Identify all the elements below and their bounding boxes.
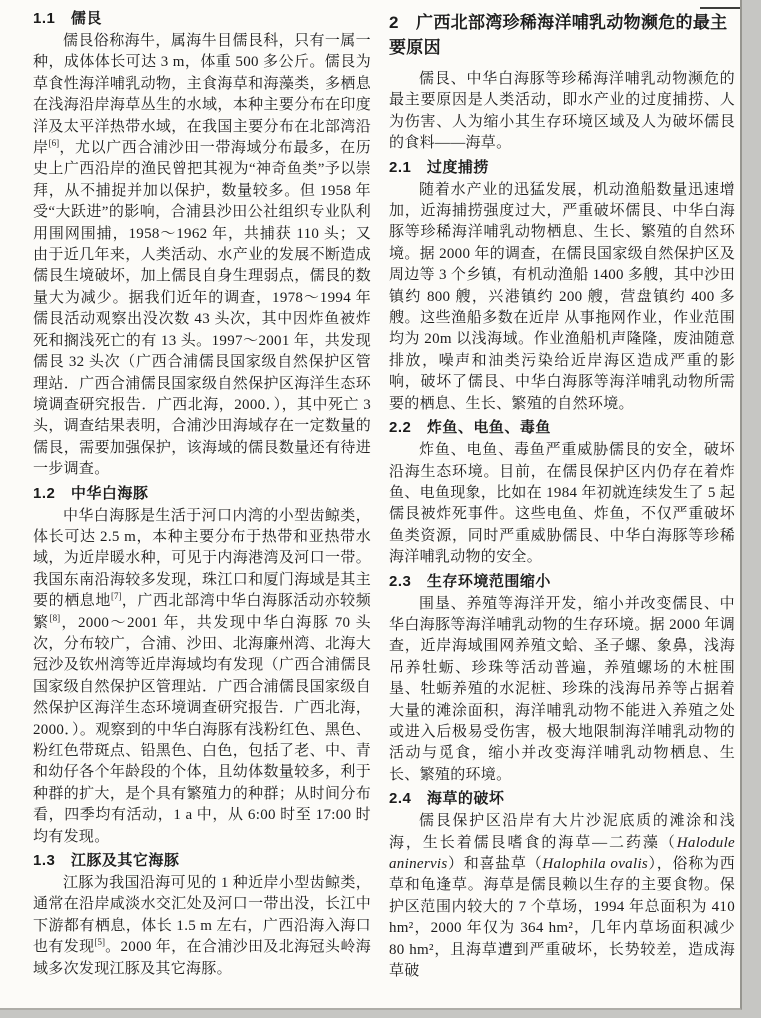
paragraph: 儒艮、中华白海豚等珍稀海洋哺乳动物濒危的最主要原因是人类活动，即水产业的过度捕捞、人为伤害、人为缩小其生存环境区域及人为破坏儒艮的食料——海草。 — [389, 71, 735, 152]
citation-ref: [6] — [48, 138, 60, 149]
left-column — [33, 6, 371, 980]
right-column — [389, 10, 735, 982]
section-heading: 2.3 生存环境范围缩小 — [389, 572, 551, 590]
section-heading: 2 广西北部湾珍稀海洋哺乳动物濒危的最主要原因 — [389, 13, 728, 57]
paragraph: 随着水产业的迅猛发展，机动渔船数量迅速增加，近海捕捞强度过大，严重破坏儒艮、中华白海豚等珍稀海洋哺乳动物栖息、生长、繁殖的自然环境。据 2000 年的调查，在儒艮国家级自然保护区及周边等 3 个乡镇，有机动渔船 1400 多艘，其中沙田镇约 800 艘，兴港镇约 200 艘，营盘镇约 400 多艘。这些渔船多数在近岸 从事拖网作业，作业范围均为 20m 以浅海域。作业渔船机声隆隆，废油随意排放，噪声和油类污染给近岸海区造成严重的影响，破坏了儒艮、中华白海豚等海洋哺乳动物所需要的栖息、生长、繁殖的自然环境。 — [389, 181, 735, 412]
paragraph: 中华白海豚是生活于河口内湾的小型齿鲸类，体长可达 2.5 m，本种主要分布于热带和亚热带水域，为近岸暖水种，可见于内海港湾及河口一带。我国东南沿海较多发现，珠江口和厦门海域是其主要的栖息地[7]，广西北部湾中华白海豚活动亦较频繁[8]，2000～2001 年，共发现中华白海豚 70 头次，分布较广，合浦、沙田、北海廉州湾、北海大冠沙及钦州湾等近岸海域均有发现（广西合浦儒艮国家级自然保护区管理站．广西合浦儒艮国家级自然保护区海洋生态环境调查研究报告．广西北海，2000．）。观察到的中华白海豚有浅粉红色、黑色、粉红色带斑点、铅黑色、白色，包括了老、中、青和幼仔各个年龄段的个体，且幼体数量较多，利于种群的扩大，是个具有繁殖力的种群；从时间分布看，四季均有活动，1 a 中，从 6:00 时至 17:00 时均有发现。 — [33, 507, 371, 845]
citation-ref: [7] — [110, 591, 122, 602]
paragraph: 围垦、养殖等海洋开发，缩小并改变儒艮、中华白海豚等海洋哺乳动物的生存环境。据 2000 年调查，近岸海域围网养殖文蛤、圣子螺、象鼻，浅海吊养牡蛎、珍珠等活动普遍，养殖螺场的木桩围垦、牡蛎养殖的水泥桩、珍珠的浅海吊养等占据着大量的滩涂面积，海洋哺乳动物不能进入养殖之处或进入后极易受伤害，极大地限制海洋哺乳动物的活动与觅食，缩小并改变海洋哺乳动物栖息、生长、繁殖的环境。 — [389, 595, 735, 783]
paragraph: 儒艮俗称海牛，属海牛目儒艮科，只有一属一种，成体体长可达 3 m，体重 500 多公斤。儒艮为草食性海洋哺乳动物，主食海草和海藻类，多栖息在浅海沿岸海草丛生的水域，本种主要分布在印度洋及太平洋热带水域，在我国主要分布在北部湾沿岸[6]，尤以广西合浦沙田一带海域分布最多，在历史上广西沿岸的渔民曾把其视为“神奇鱼类”予以崇拜，从不捕捉并加以保护，数量较多。但 1958 年受“大跃进”的影响，合浦县沙田公社组织专业队利用围网围捕，1958～1962 年，共捕获 110 头；又由于近几年来，人类活动、水产业的发展不断造成儒艮生境破坏，加上儒艮自身生理弱点，儒艮的数量大为减少。据我们近年的调查，1978～1994 年儒艮活动观察出没次数 43 头次，其中因炸鱼被炸死和搁浅死亡的有 13 头。1997～2001 年，共发现儒艮 32 头次（广西合浦儒艮国家级自然保护区管理站．广西合浦儒艮国家级自然保护区海洋生态环境调查研究报告．广西北海，2000．），其中死亡 3 头，调查结果表明，合浦沙田海域存在一定数量的儒艮，需要加强保护，该海域的儒艮数量还有待进一步调查。 — [33, 33, 371, 478]
paragraph: 炸鱼、电鱼、毒鱼严重威胁儒艮的安全，破坏沿海生态环境。目前，在儒艮保护区内仍存在着炸鱼、电鱼现象，比如在 1984 年初就连续发生了 5 起儒艮被炸死事件。这些电鱼、炸鱼，不仅严重破坏鱼类资源，同时严重威胁儒艮、中华白海豚等珍稀海洋哺乳动物的安全。 — [389, 442, 735, 566]
citation-ref: [5] — [94, 937, 106, 948]
section-heading: 1.1 儒艮 — [33, 10, 102, 27]
citation-ref: [8] — [49, 612, 61, 623]
species-name: Halophila ovalis — [542, 856, 649, 872]
paragraph: 儒艮保护区沿岸有大片沙泥底质的滩涂和浅海，生长着儒艮嗜食的海草—二药藻（Halodule aninervis）和喜盐草（Halophila ovalis），俗称为西草和龟逢草。海草是儒艮赖以生存的主要食物。保护区范围内较大的 7 个草场，1994 年总面积为 410 hm²，2000 年仅为 364 hm²，几年内草场面积减少 80 hm²，且海草遭到严重破坏，长势较差，造成海草破 — [389, 813, 735, 980]
section-heading: 1.3 江豚及其它海豚 — [33, 852, 180, 870]
section-heading: 2.1 过度捕捞 — [389, 158, 489, 176]
section-heading: 2.4 海草的破坏 — [389, 790, 505, 808]
scan-artifact-line — [700, 7, 742, 9]
paragraph: 江豚为我国沿海可见的 1 种近岸小型齿鲸类，通常在沿岸咸淡水交汇处及河口一带出没，长江中下游都有栖息，体长 1.5 m 左右，广西沿海入海口也有发现[5]。2000 年，在合浦沙田及北海冠头岭海域多次发现江豚及其它海豚。 — [33, 875, 371, 977]
section-heading: 2.2 炸鱼、电鱼、毒鱼 — [389, 419, 551, 437]
section-heading: 1.2 中华白海豚 — [33, 484, 149, 502]
species-name: Halodule aninervis — [389, 834, 735, 872]
